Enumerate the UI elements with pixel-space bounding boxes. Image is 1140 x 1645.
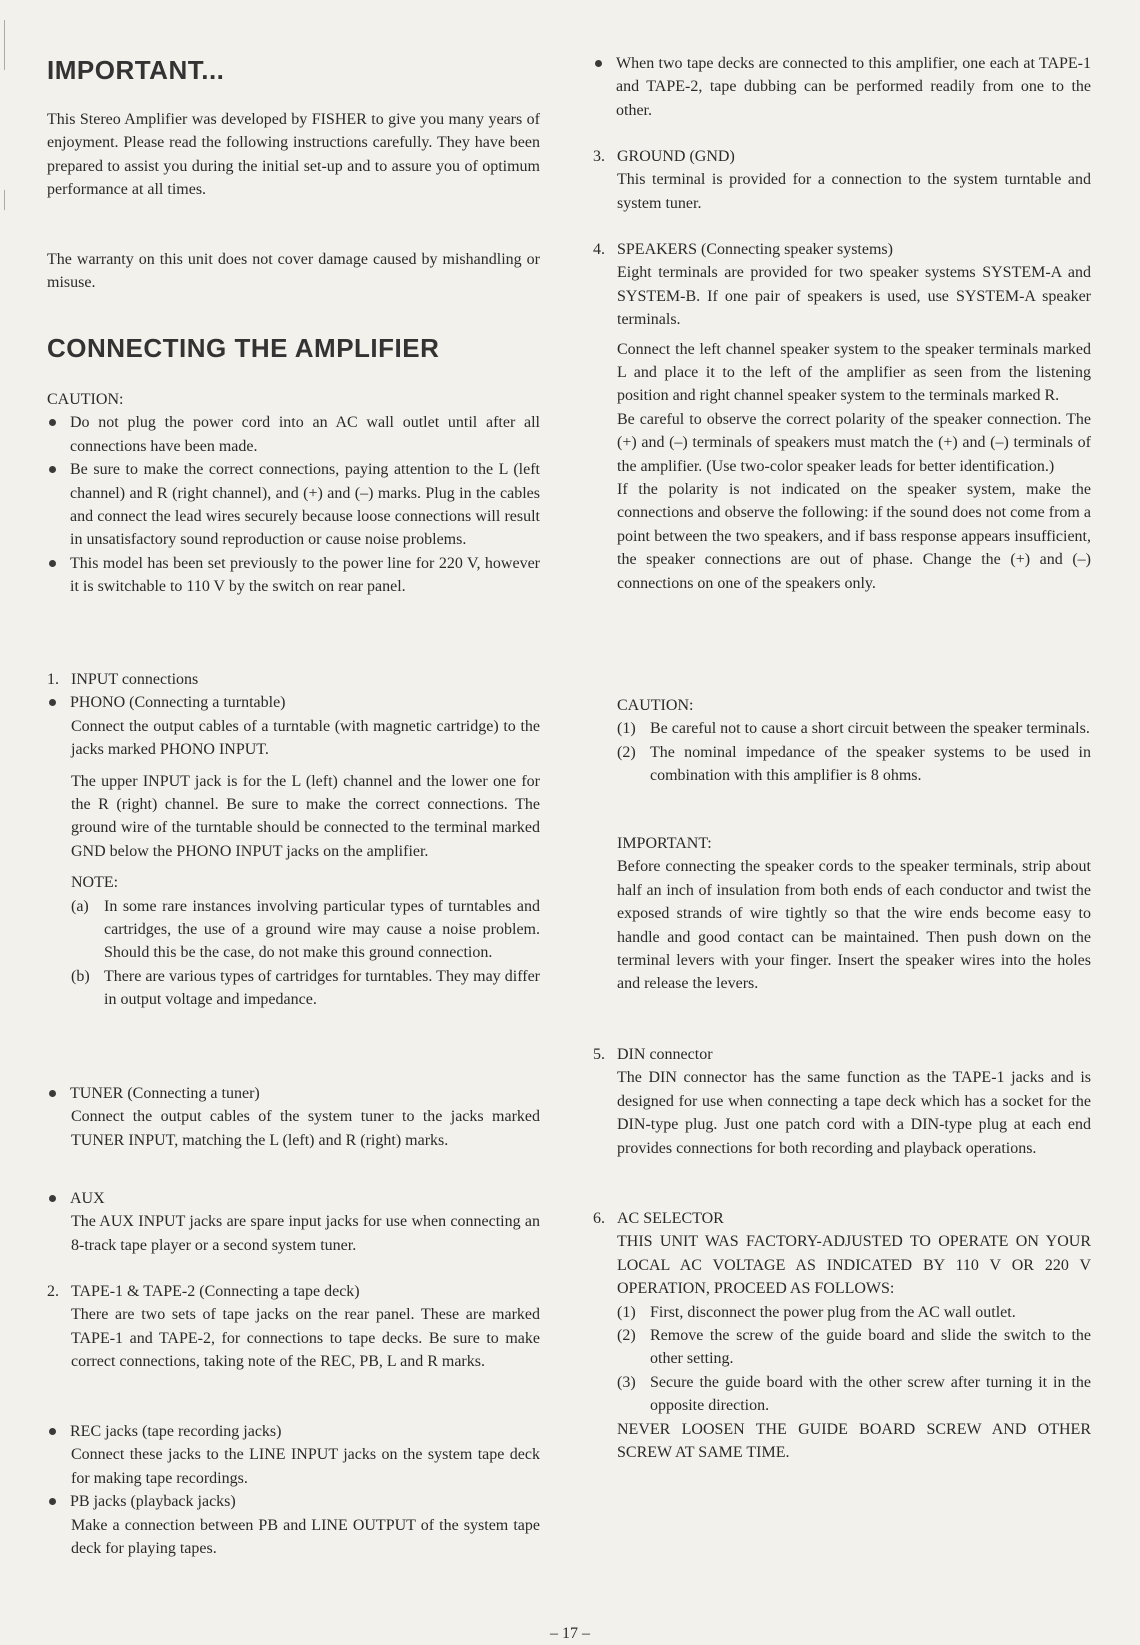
caution-item: Do not plug the power cord into an AC wall outlet until after all connections have been made. bbox=[47, 411, 540, 458]
speakers-text: Be careful to observe the correct polarity of the speaker connection. The (+) and (–) terminals of speakers must match the (+) and (–) terminals of the amplifier. (Use two-color speaker leads for better identification.) bbox=[617, 410, 1091, 475]
right-column bbox=[593, 0, 1091, 1462]
rec-title: REC jacks (tape recording jacks) bbox=[47, 1420, 540, 1443]
ac-step bbox=[617, 1371, 1091, 1418]
caution-label: CAUTION: bbox=[47, 391, 124, 408]
tape-text: There are two sets of tape jacks on the rear panel. These are marked TAPE-1 and TAPE-2, for connections to tape decks. Be sure to make correct connections, taking note of the REC, PB, L and R marks. bbox=[71, 1306, 540, 1371]
din-section bbox=[593, 1043, 1091, 1160]
note-text: In some rare instances involving particular types of turntables and cartridges, the use of a ground wire may cause a noise problem. Should this be the case, do not make this ground connection. bbox=[104, 897, 540, 962]
page-number: – 17 – bbox=[550, 1625, 590, 1642]
caution-text: The nominal impedance of the speaker systems to be used in combination with this amplifier is 8 ohms. bbox=[650, 743, 1091, 785]
notes-list bbox=[47, 895, 540, 1012]
section-number: 1. bbox=[47, 671, 59, 688]
section-title: SPEAKERS (Connecting speaker systems) bbox=[617, 241, 893, 258]
section-number: 4. bbox=[593, 241, 605, 258]
step-text: Remove the screw of the guide board and slide the switch to the other setting. bbox=[650, 1327, 1091, 1368]
caution-item bbox=[617, 717, 1091, 740]
intro-paragraph: This Stereo Amplifier was developed by FISHER to give you many years of enjoyment. Please read the following instructions carefully. They have been prepared to assist you during the initial set-up and to assure you of optimum performance at all times. bbox=[47, 111, 540, 199]
note-label: NOTE: bbox=[71, 874, 119, 892]
caution-label: CAUTION: bbox=[617, 697, 694, 714]
ac-steps bbox=[593, 1301, 1091, 1418]
note-item bbox=[71, 965, 540, 1012]
section-number: 5. bbox=[593, 1046, 605, 1063]
din-title bbox=[593, 1043, 1091, 1066]
ac-step bbox=[617, 1301, 1091, 1324]
caution-item bbox=[617, 741, 1091, 788]
din-text: The DIN connector has the same function as the TAPE-1 jacks and is designed for use when connecting a tape deck which has a socket for the DIN-type plug. Just one patch cord with a DIN-type plug at each end provides connections for both recording and playback operations. bbox=[617, 1069, 1091, 1157]
tuner-section bbox=[47, 1082, 540, 1152]
step-text: First, disconnect the power plug from the AC wall outlet. bbox=[650, 1303, 1016, 1321]
input-title bbox=[47, 668, 540, 691]
speakers-important bbox=[593, 832, 1091, 996]
speakers-text: Connect the left channel speaker system to the speaker terminals marked L and place it to the left of the amplifier as seen from the listening position and right channel speaker system to the terminals marked R. bbox=[617, 340, 1091, 405]
rec-pb-section bbox=[47, 1420, 540, 1560]
aux-section bbox=[47, 1187, 540, 1257]
tuner-text: Connect the output cables of the system tuner to the jacks marked TUNER INPUT, matching the L (left) and R (right) marks. bbox=[71, 1108, 540, 1149]
phono-text: Connect the output cables of a turntable (with magnetic cartridge) to the jacks marked PHONO INPUT. bbox=[71, 717, 540, 759]
caution-item: This model has been set previously to the power line for 220 V, however it is switchable to 110 V by the switch on rear panel. bbox=[47, 552, 540, 599]
pb-title: PB jacks (playback jacks) bbox=[47, 1490, 540, 1513]
ac-title bbox=[593, 1207, 1091, 1230]
aux-text: The AUX INPUT jacks are spare input jacks for use when connecting an 8-track tape player or a second system tuner. bbox=[71, 1213, 540, 1254]
speakers-section bbox=[593, 238, 1091, 595]
step-marker: (3) bbox=[617, 1373, 636, 1391]
speakers-text: If the polarity is not indicated on the speaker system, make the connections and observe the following: if the sound does not come from a point between the two speakers, and if bass response appears insufficient, the speaker connections are out of phase. Change the (+) and (–) connections on one of the speakers only. bbox=[617, 481, 1091, 592]
rec-text: Connect these jacks to the LINE INPUT jacks on the system tape deck for making tape recordings. bbox=[71, 1446, 540, 1487]
ac-step bbox=[617, 1324, 1091, 1371]
note-item bbox=[71, 895, 540, 965]
speakers-caution bbox=[593, 694, 1091, 788]
step-marker: (1) bbox=[617, 1303, 636, 1321]
section-number: 3. bbox=[593, 148, 605, 165]
section-title: AC SELECTOR bbox=[617, 1210, 724, 1227]
phono-text: The upper INPUT jack is for the L (left) channel and the lower one for the R (right) channel. Be sure to make the correct connections. The ground wire of the turntable should be connected to the terminal marked GND below the PHONO INPUT jacks on the amplifier. bbox=[71, 772, 540, 860]
caution-marker: (2) bbox=[617, 743, 636, 761]
important-label: IMPORTANT: bbox=[617, 835, 712, 852]
section-number: 2. bbox=[47, 1283, 59, 1300]
ground-text: This terminal is provided for a connection to the system turntable and system tuner. bbox=[617, 171, 1091, 212]
section-title: GROUND (GND) bbox=[617, 148, 735, 165]
step-marker: (2) bbox=[617, 1327, 636, 1345]
note-marker: (b) bbox=[71, 967, 90, 985]
caution-section bbox=[47, 388, 540, 599]
tuner-title: TUNER (Connecting a tuner) bbox=[47, 1082, 540, 1105]
phono-title: PHONO (Connecting a turntable) bbox=[47, 691, 540, 714]
ground-section bbox=[593, 145, 1091, 215]
section-title: DIN connector bbox=[617, 1046, 713, 1063]
caution-list bbox=[593, 717, 1091, 787]
tape-title bbox=[47, 1280, 540, 1303]
scan-edge-mark bbox=[4, 190, 5, 210]
speakers-title bbox=[593, 238, 1091, 261]
ac-section bbox=[593, 1207, 1091, 1464]
ground-title bbox=[593, 145, 1091, 168]
speakers-text: Eight terminals are provided for two speaker systems SYSTEM-A and SYSTEM-B. If one pair of speakers is used, use SYSTEM-A speaker terminals. bbox=[617, 264, 1091, 329]
important-heading: IMPORTANT... bbox=[47, 55, 225, 85]
caution-text: Be careful not to cause a short circuit between the speaker terminals. bbox=[650, 720, 1090, 738]
aux-title: AUX bbox=[47, 1187, 540, 1210]
dubbing-item: When two tape decks are connected to this amplifier, one each at TAPE-1 and TAPE-2, tape dubbing can be performed readily from one to the other. bbox=[593, 52, 1091, 122]
scan-edge-mark bbox=[4, 20, 5, 70]
step-text: Secure the guide board with the other screw after turning it in the opposite direction. bbox=[650, 1373, 1091, 1415]
note-text: There are various types of cartridges for turntables. They may differ in output voltage and impedance. bbox=[104, 967, 540, 1009]
important-text: Before connecting the speaker cords to the speaker terminals, strip about half an inch of insulation from both ends of each conductor and twist the exposed strands of wire tightly so that the wire ends become easy to handle and good contact can be maintained. Then push down on the terminal levers with your finger. Insert the speaker wires into the holes and release the levers. bbox=[617, 858, 1091, 993]
tape-section bbox=[47, 1280, 540, 1374]
section-number: 6. bbox=[593, 1210, 605, 1227]
input-section bbox=[47, 668, 540, 1012]
section-title: INPUT connections bbox=[71, 671, 199, 688]
warranty-paragraph: The warranty on this unit does not cover damage caused by mishandling or misuse. bbox=[47, 251, 540, 292]
ac-text: THIS UNIT WAS FACTORY-ADJUSTED TO OPERATE ON YOUR LOCAL AC VOLTAGE AS INDICATED BY 110 V OR 220 V OPERATION, PROCEED AS FOLLOWS: bbox=[617, 1233, 1091, 1298]
connecting-heading: CONNECTING THE AMPLIFIER bbox=[47, 333, 440, 363]
caution-marker: (1) bbox=[617, 720, 636, 738]
note-marker: (a) bbox=[71, 897, 89, 915]
caution-item: Be sure to make the correct connections, paying attention to the L (left channel) and R (right channel), and (+) and (–) marks. Plug in the cables and connect the lead wires securely because loose connections will result in unsatisfactory sound reproduction or cause noise problems. bbox=[47, 458, 540, 552]
section-title: TAPE-1 & TAPE-2 (Connecting a tape deck) bbox=[71, 1283, 360, 1300]
ac-warning: NEVER LOOSEN THE GUIDE BOARD SCREW AND OTHER SCREW AT SAME TIME. bbox=[617, 1420, 1091, 1462]
pb-text: Make a connection between PB and LINE OUTPUT of the system tape deck for playing tapes. bbox=[71, 1516, 540, 1558]
